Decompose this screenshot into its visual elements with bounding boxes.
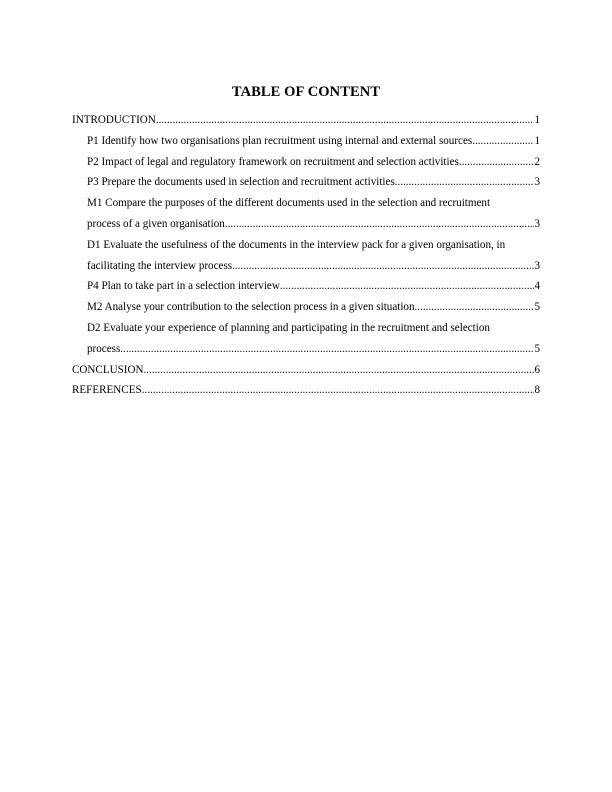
toc-entry-text: P4 Plan to take part in a selection interview [87, 280, 280, 293]
toc-page-number: 2 [534, 155, 540, 168]
toc-entry-m1[interactable] [72, 193, 540, 235]
toc-entry-text: CONCLUSION [72, 363, 144, 376]
toc-entry-introduction[interactable] [72, 110, 540, 131]
dot-leader [472, 131, 534, 152]
toc-entry-text: M2 Analyse your contribution to the selection process in a given situation [87, 301, 415, 314]
toc-entry-line [87, 297, 540, 318]
toc-page-number: 3 [534, 176, 540, 189]
dot-leader [120, 339, 534, 360]
toc-entry-line [87, 256, 540, 277]
toc-entry-line [87, 214, 540, 235]
toc-entry-p1[interactable] [72, 131, 540, 152]
dot-leader [459, 152, 535, 173]
toc-entry-text: P1 Identify how two organisations plan recruitment using internal and external sources [87, 134, 473, 147]
toc-entry-text: REFERENCES [72, 384, 142, 397]
toc-entry-conclusion[interactable] [72, 360, 540, 381]
toc-entry-line [87, 339, 540, 360]
toc-entry-p3[interactable] [72, 172, 540, 193]
toc-entry-text: process of a given organisation [87, 217, 225, 230]
toc-entry-text: P3 Prepare the documents used in selection and recruitment activities [87, 176, 395, 189]
dot-leader [280, 276, 535, 297]
toc-entry-d2[interactable] [72, 318, 540, 360]
toc-entry-m2[interactable] [72, 297, 540, 318]
toc-entry-text-wrapped: M1 Compare the purposes of the different documents used in the selection and recruitment [87, 197, 491, 210]
toc-entry-line [87, 152, 540, 173]
dot-leader [415, 297, 535, 318]
toc-entry-p4[interactable] [72, 276, 540, 297]
toc-page-number: 3 [534, 217, 540, 230]
toc-entry-line [87, 131, 540, 152]
toc-entry-line [87, 172, 540, 193]
toc-entry-references[interactable] [72, 380, 540, 401]
toc-page-number: 6 [534, 363, 540, 376]
dot-leader [142, 380, 535, 401]
toc-entry-text: facilitating the interview process [87, 259, 233, 272]
dot-leader [144, 360, 535, 381]
toc-entry-line [72, 360, 540, 381]
toc-entry-text-wrapped: D2 Evaluate your experience of planning and participating in the recruitment and selection [87, 321, 490, 334]
toc-entry-text-wrapped: D1 Evaluate the usefulness of the documents in the interview pack for a given organisation, in [87, 238, 506, 251]
toc-entry-line [72, 110, 540, 131]
toc-entry-line [87, 276, 540, 297]
dot-leader [232, 256, 534, 277]
toc-entry-d1[interactable] [72, 235, 540, 277]
toc-entry-text: process [87, 342, 121, 355]
dot-leader [395, 172, 535, 193]
toc-page-number: 5 [534, 301, 540, 314]
toc-page-number: 8 [534, 384, 540, 397]
dot-leader [156, 110, 535, 131]
toc-page-number: 4 [534, 280, 540, 293]
toc-page-number: 3 [534, 259, 540, 272]
toc-page-number: 5 [534, 342, 540, 355]
toc-entry-p2[interactable] [72, 152, 540, 173]
toc-page-number: 1 [534, 114, 540, 126]
dot-leader [225, 214, 535, 235]
toc-entry-line [72, 380, 540, 401]
toc-page-number: 1 [534, 134, 540, 147]
toc-entry-text: INTRODUCTION [72, 114, 156, 126]
toc-entry-text: P2 Impact of legal and regulatory framework on recruitment and selection activities [87, 155, 459, 168]
page-title: TABLE OF CONTENT [231, 84, 381, 100]
table-of-contents [72, 110, 540, 401]
